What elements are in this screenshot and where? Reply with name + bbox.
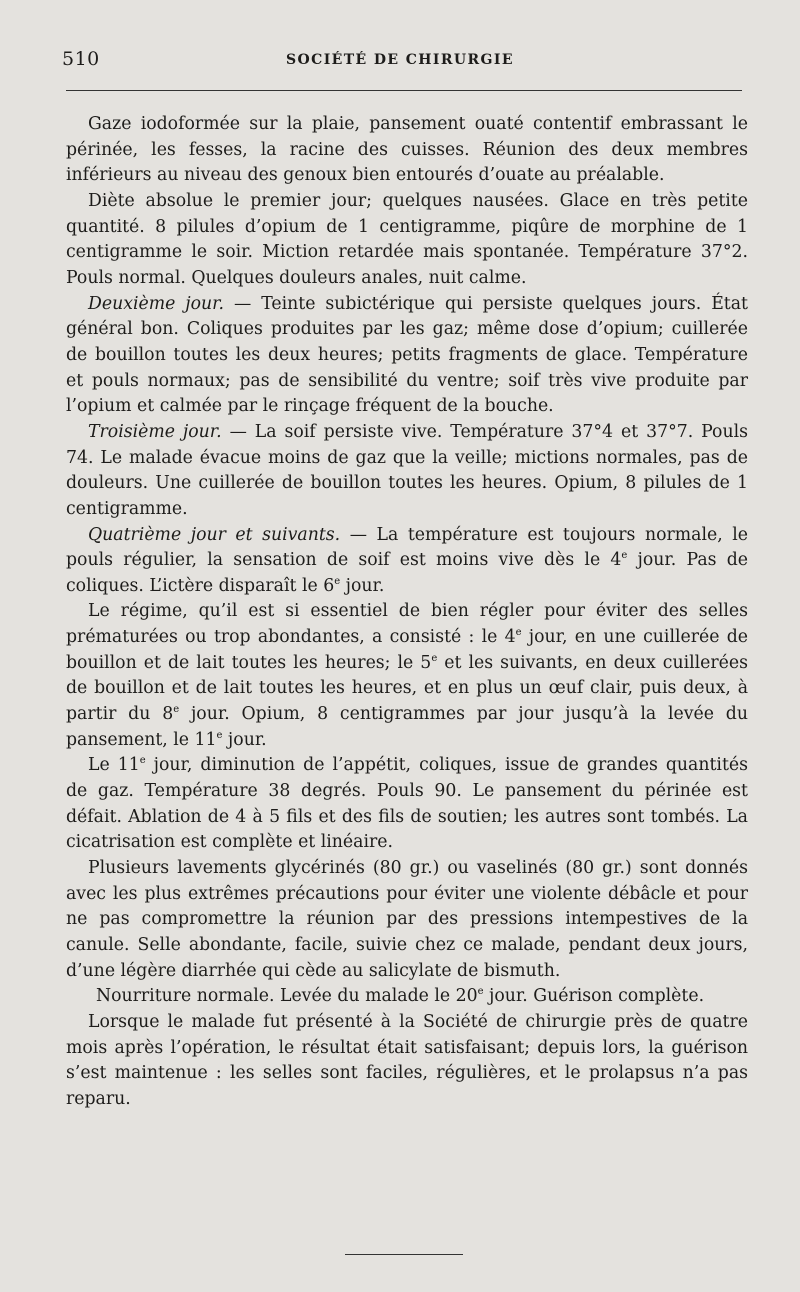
body-text <box>66 112 748 1113</box>
paragraph-dressing: Gaze iodoformée sur la plaie, pansement ouaté contentif embrassant le périnée, les fesses, la racine des cuisses. Réunion des deux membres inférieurs au niveau des genoux bien entourés d’ouate au préalable. <box>66 114 748 186</box>
header-rule <box>66 90 742 91</box>
paragraph-fourth-day: Quatrième jour et suivants. — La température est toujours normale, le pouls régulier, la sensation de soif est moins vive dès le 4e jour. Pas de coliques. L’ictère disparaît le 6e jour. <box>66 524 748 596</box>
day-lead: Troisième jour. <box>88 421 222 442</box>
paragraph-enemas: Plusieurs lavements glycérinés (80 gr.) ou vaselinés (80 gr.) sont donnés avec les plus extrêmes précautions pour éviter une violente débâcle et pour ne pas compromettre la réunion par des pressions intempestives de la canule. Selle abondante, facile, suivie chez ce malade, pendant deux jours, d’une légère diarrhée qui cède au salicylate de bismuth. <box>66 858 748 981</box>
paragraph-recovery: Nourriture normale. Levée du malade le 20e jour. Guérison complète. <box>96 986 705 1007</box>
paragraph-second-day: Deuxième jour. — Teinte subictérique qui persiste quelques jours. État général bon. Coliques produites par les gaz; même dose d’opium; cuillerée de bouillon toutes les deux heures; petits fragments de glace. Température et pouls normaux; pas de sensibilité du ventre; soif très vive produite par l’opium et calmée par le rinçage fréquent de la bouche. <box>66 293 749 417</box>
running-title: SOCIÉTÉ DE CHIRURGIE <box>286 52 514 68</box>
page-number: 510 <box>62 48 100 70</box>
end-rule <box>345 1254 463 1255</box>
paragraph-third-day: Troisième jour. — La soif persiste vive. Température 37°4 et 37°7. Pouls 74. Le malade évacue moins de gaz que la veille; mictions normales, pas de douleurs. Une cuillerée de bouillon toutes les heures. Opium, 8 pilules de 1 centigramme. <box>66 421 748 519</box>
paragraph-diet: Le régime, qu’il est si essentiel de bien régler pour éviter des selles prématurées ou trop abondantes, a consisté : le 4e jour, en une cuillerée de bouillon et de lait toutes les heures; le 5e et les suivants, en deux cuillerées de bouillon et de lait toutes les heures, et en plus un œuf clair, puis deux, à partir du 8e jour. Opium, 8 centigrammes par jour jusqu’à la levée du pansement, le 11e jour. <box>66 601 748 750</box>
paragraph-conclusion: Lorsque le malade fut présenté à la Société de chirurgie près de quatre mois après l’opération, le résultat était satisfaisant; depuis lors, la guérison s’est maintenue : les selles sont faciles, régulières, et le prolapsus n’a pas reparu. <box>66 1011 748 1109</box>
day-lead: Quatrième jour et suivants. <box>88 524 341 545</box>
paragraph-first-day: Diète absolue le premier jour; quelques nausées. Glace en très petite quantité. 8 pilules d’opium de 1 centigramme, piqûre de morphine de 1 centigramme le soir. Miction retardée mais spontanée. Température 37°2. Pouls normal. Quelques douleurs anales, nuit calme. <box>66 190 748 288</box>
day-lead: Deuxième jour. <box>88 293 225 314</box>
paragraph-eleventh-day: Le 11e jour, diminution de l’appétit, coliques, issue de grandes quantités de gaz. Température 38 degrés. Pouls 90. Le pansement du périnée est défait. Ablation de 4 à 5 fils et des fils de soutien; les autres sont tombés. La cicatrisation est complète et linéaire. <box>66 755 748 853</box>
